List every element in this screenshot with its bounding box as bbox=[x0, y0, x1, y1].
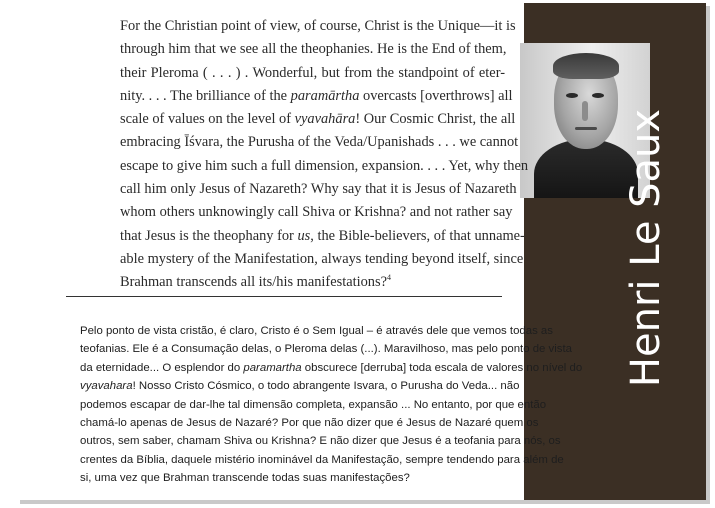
quote-line bbox=[120, 271, 505, 294]
translation-line bbox=[80, 359, 583, 377]
quote-line bbox=[120, 201, 513, 224]
italic-term: us bbox=[297, 227, 311, 244]
text-segment: chamá-lo apenas de Jesus de Nazaré? Por que não dizer que é Jesus de Nazaré quem os bbox=[80, 416, 539, 429]
author-name: Henri Le Saux bbox=[623, 108, 669, 388]
text-segment: through him that we see all the theophanies. He is the End of them, bbox=[120, 41, 507, 58]
text-segment: able mystery of the Manifestation, always tending beyond itself, since bbox=[120, 250, 524, 267]
text-segment: si, uma vez que Brahman transcende todas suas manifestações? bbox=[80, 472, 410, 485]
divider-rule bbox=[66, 296, 502, 297]
text-segment: , the Bible-believers, of that unname- bbox=[310, 227, 525, 244]
translation-line bbox=[80, 432, 561, 450]
quote-line bbox=[120, 15, 516, 38]
translation-line bbox=[80, 377, 520, 395]
text-segment: podemos escapar de dar-lhe tal dimensão completa, expansão ... No entanto, por que então bbox=[80, 398, 547, 411]
text-segment: their Pleroma ( . . . ) . Wonderful, but from the standpoint of eter- bbox=[120, 64, 505, 81]
italic-term: vyavahāra bbox=[294, 111, 356, 128]
quote-line bbox=[120, 85, 513, 108]
quote-line bbox=[120, 155, 529, 178]
text-segment: that Jesus is the theophany for bbox=[120, 227, 298, 244]
text-segment: overcasts [overthrows] all bbox=[359, 87, 513, 104]
quote-line bbox=[120, 62, 505, 85]
text-segment: nity. . . . The brilliance of the bbox=[120, 87, 291, 104]
quote-line bbox=[120, 178, 517, 201]
quote-line bbox=[120, 248, 524, 271]
italic-term: paramārtha bbox=[290, 87, 360, 104]
text-segment: crentes da Bíblia, daquele mistério inominável da Manifestação, sempre tendendo para além de bbox=[80, 453, 564, 466]
text-segment: ! Nosso Cristo Cósmico, o todo abrangente Isvara, o Purusha do Veda... não bbox=[132, 380, 520, 393]
text-segment: For the Christian point of view, of course, Christ is the Unique—it is bbox=[120, 18, 516, 34]
translation-line bbox=[80, 451, 564, 469]
text-segment: whom others unknowingly call Shiva or Krishna? and not rather say bbox=[120, 204, 513, 221]
italic-term: vyavahara bbox=[80, 380, 133, 393]
quote-line bbox=[120, 225, 525, 248]
quote-line bbox=[120, 38, 505, 61]
text-segment: outros, sem saber, chamam Shiva ou Krishna? E não dizer que Jesus é a teofania para nós, os bbox=[80, 435, 561, 448]
text-segment: ! Our Cosmic Christ, the all bbox=[355, 111, 516, 128]
text-segment: escape to give him such a full dimension, expansion. . . . Yet, why then bbox=[120, 157, 529, 174]
text-segment: scale of values on the level of bbox=[120, 111, 295, 128]
text-segment: embracing Īśvara, the Purusha of the Veda/Upanishads . . . we cannot bbox=[120, 134, 519, 151]
translation-line bbox=[80, 414, 539, 432]
text-segment: Brahman transcends all its/his manifestations? bbox=[120, 274, 387, 291]
quote-line bbox=[120, 131, 519, 154]
text-segment: teofanias. Ele é a Consumação delas, o Pleroma delas (...). Maravilhoso, mas pelo ponto de vista bbox=[80, 343, 572, 356]
translation-line bbox=[80, 469, 497, 487]
italic-term: paramartha bbox=[243, 361, 302, 374]
text-segment: obscurece [derruba] toda escala de valores no nível do bbox=[301, 361, 583, 374]
footnote-marker: 4 bbox=[386, 273, 391, 283]
portuguese-translation bbox=[80, 322, 583, 488]
quote-line bbox=[120, 108, 516, 131]
english-quote bbox=[120, 15, 529, 295]
translation-line bbox=[80, 340, 572, 358]
text-segment: Pelo ponto de vista cristão, é claro, Cristo é o Sem Igual – é através dele que vemos todas as bbox=[80, 325, 553, 337]
translation-line bbox=[80, 322, 553, 340]
text-segment: da eternidade... O esplendor do bbox=[80, 361, 244, 374]
translation-line bbox=[80, 396, 547, 414]
text-segment: call him only Jesus of Nazareth? Why say that it is Jesus of Nazareth bbox=[120, 181, 517, 198]
